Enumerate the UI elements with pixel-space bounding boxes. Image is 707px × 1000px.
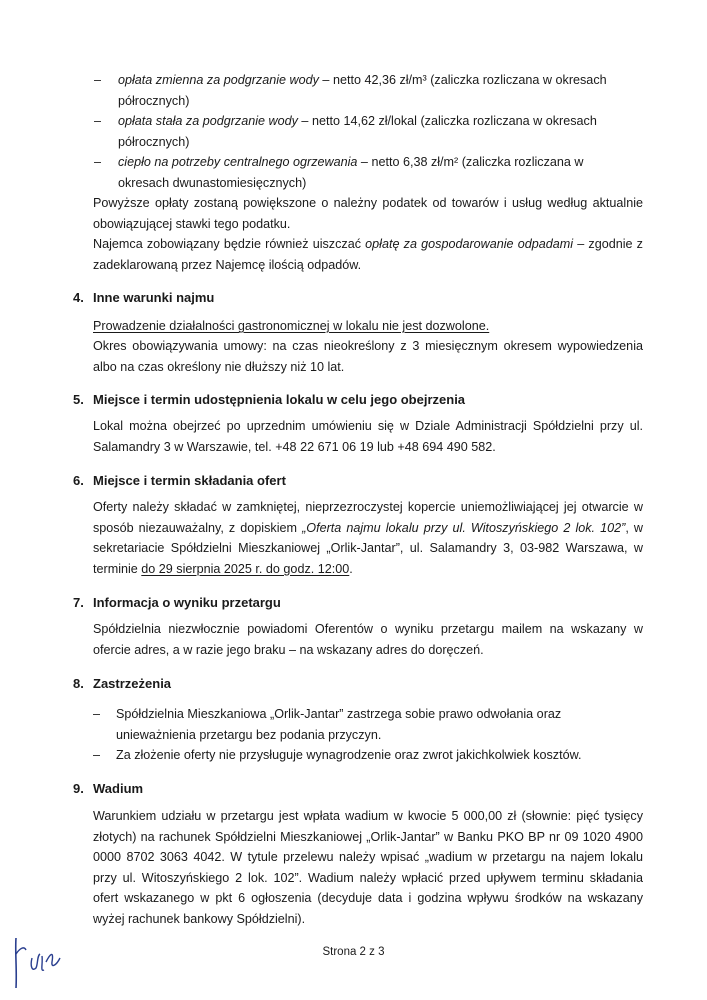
section-7-body: Spółdzielnia niezwłocznie powiadomi Oferentów o wyniku przetargu mailem na wskazany w ofercie adres, a w razie jego braku – na wskazany adres do doręczeń. (93, 622, 643, 657)
fee-item-heating (94, 152, 642, 193)
bullet-dash: – (93, 707, 101, 721)
fee-item-hot-water-fixed (94, 111, 642, 152)
section-5-heading (73, 390, 465, 410)
section-9-heading (73, 779, 143, 799)
section-title: Informacja o wyniku przetargu (93, 595, 281, 610)
section-number: 8. (73, 676, 84, 691)
offer-envelope-label: „Oferta najmu lokalu przy ul. Witoszyńskiego 2 lok. 102” (302, 520, 626, 535)
fee-detail: – netto 42,36 zł/m³ (zaliczka rozliczana w okresach (318, 73, 607, 87)
reservation-item-no-compensation (93, 745, 653, 766)
section-4-body: Okres obowiązywania umowy: na czas nieokreślony z 3 miesięcznym okresem wypowiedzenia albo na czas określony nie dłuższy niż 10 lat. (93, 339, 643, 374)
section-title: Wadium (93, 781, 144, 796)
offer-text-mid: , w sekretariacie Spółdzielni Mieszkaniowej „Orlik-Jantar”, ul. Salamandry 3, 03-982 Warszawa, w terminie (93, 520, 643, 576)
section-title: Miejsce i termin składania ofert (93, 473, 286, 488)
fee-detail-cont: okresach dwunastomiesięcznych) (118, 175, 307, 190)
bullet-dash: – (93, 748, 101, 762)
section-number: 5. (73, 392, 84, 407)
bullet-dash: – (94, 114, 102, 128)
offer-deadline: do 29 sierpnia 2025 r. do godz. 12:00 (141, 561, 350, 576)
waste-fee-note (93, 234, 643, 275)
section-7-heading (73, 593, 281, 613)
page-footer (0, 946, 707, 958)
section-4-restriction (93, 316, 643, 337)
bullet-dash: – (94, 155, 102, 169)
fee-detail: – netto 6,38 zł/m² (zaliczka rozliczana w (357, 155, 584, 169)
section-title: Miejsce i termin udostępnienia lokalu w celu jego obejrzenia (93, 392, 466, 407)
reservation-text: Za złożenie oferty nie przysługuje wynagrodzenie oraz zwrot jakichkolwiek kosztów. (116, 748, 582, 762)
gastronomy-restriction: Prowadzenie działalności gastronomicznej w lokalu nie jest dozwolone. (93, 319, 490, 333)
offer-text-end: . (349, 561, 353, 576)
waste-fee-text: Najemca zobowiązany będzie również uiszczać (93, 237, 366, 251)
fee-name: opłata zmienna za podgrzanie wody (118, 73, 319, 87)
reservation-text-cont: unieważnienia przetargu bez podania przyczyn. (116, 727, 382, 742)
section-title: Zastrzeżenia (93, 676, 172, 691)
fee-name: opłata stała za podgrzanie wody (118, 114, 298, 128)
page-number: Strona 2 z 3 (322, 946, 385, 958)
fee-detail: – netto 14,62 zł/lokal (zaliczka rozliczana w okresach (297, 114, 597, 128)
reservation-item-cancel (93, 704, 643, 745)
section-9-body: Warunkiem udziału w przetargu jest wpłata wadium w kwocie 5 000,00 zł (słownie: pięć tysięcy złotych) na rachunek Spółdzielni Mieszkaniowej „Orlik-Jantar” w Banku PKO BP nr 09 1020 4900 0000 8702 3063 4042. W tytule przelewu należy wpisać „wadium w przetargu na najem lokalu przy ul. Witoszyńskiego 2 lok. 102”. Wadium należy wpłacić przed upływem terminu składania ofert wskazanego w pkt 6 ogłoszenia (decyduje data i godzina wpływu środków na wskazany wyżej rachunek bankowy Spółdzielni). (93, 809, 643, 926)
section-6-heading (73, 471, 286, 491)
reservation-text: Spółdzielnia Mieszkaniowa „Orlik-Jantar” zastrzega sobie prawo odwołania oraz (116, 707, 562, 721)
section-6-body (93, 497, 643, 579)
section-8-heading (73, 674, 171, 694)
tax-note: Powyższe opłaty zostaną powiększone o należny podatek od towarów i usług według aktualnie obowiązującej stawki tego podatku. (93, 196, 643, 231)
waste-fee-text-end: – zgodnie z zadeklarowaną przez Najemcę ilością odpadów. (93, 237, 643, 272)
bullet-dash: – (94, 73, 102, 87)
fee-name: ciepło na potrzeby centralnego ogrzewania (118, 155, 358, 169)
handwritten-initials (10, 932, 70, 990)
waste-fee-name: opłatę za gospodarowanie odpadami (365, 237, 574, 251)
section-4-heading (73, 288, 214, 308)
fee-item-hot-water-variable (94, 70, 642, 111)
section-number: 6. (73, 473, 84, 488)
section-5-body: Lokal można obejrzeć po uprzednim umówieniu się w Dziale Administracji Spółdzielni przy ul. Salamandry 3 w Warszawie, tel. +48 22 671 06 19 lub +48 694 490 582. (93, 419, 643, 454)
section-number: 4. (73, 290, 84, 305)
section-number: 7. (73, 595, 84, 610)
section-title: Inne warunki najmu (93, 290, 215, 305)
offer-text: Oferty należy składać w zamkniętej, nieprzezroczystej kopercie uniemożliwiającej jej otwarcie w sposób niezauważalny, z dopiskiem (93, 500, 643, 535)
fee-detail-cont: półrocznych) (118, 134, 190, 149)
fee-detail-cont: półrocznych) (118, 93, 190, 108)
section-number: 9. (73, 781, 84, 796)
